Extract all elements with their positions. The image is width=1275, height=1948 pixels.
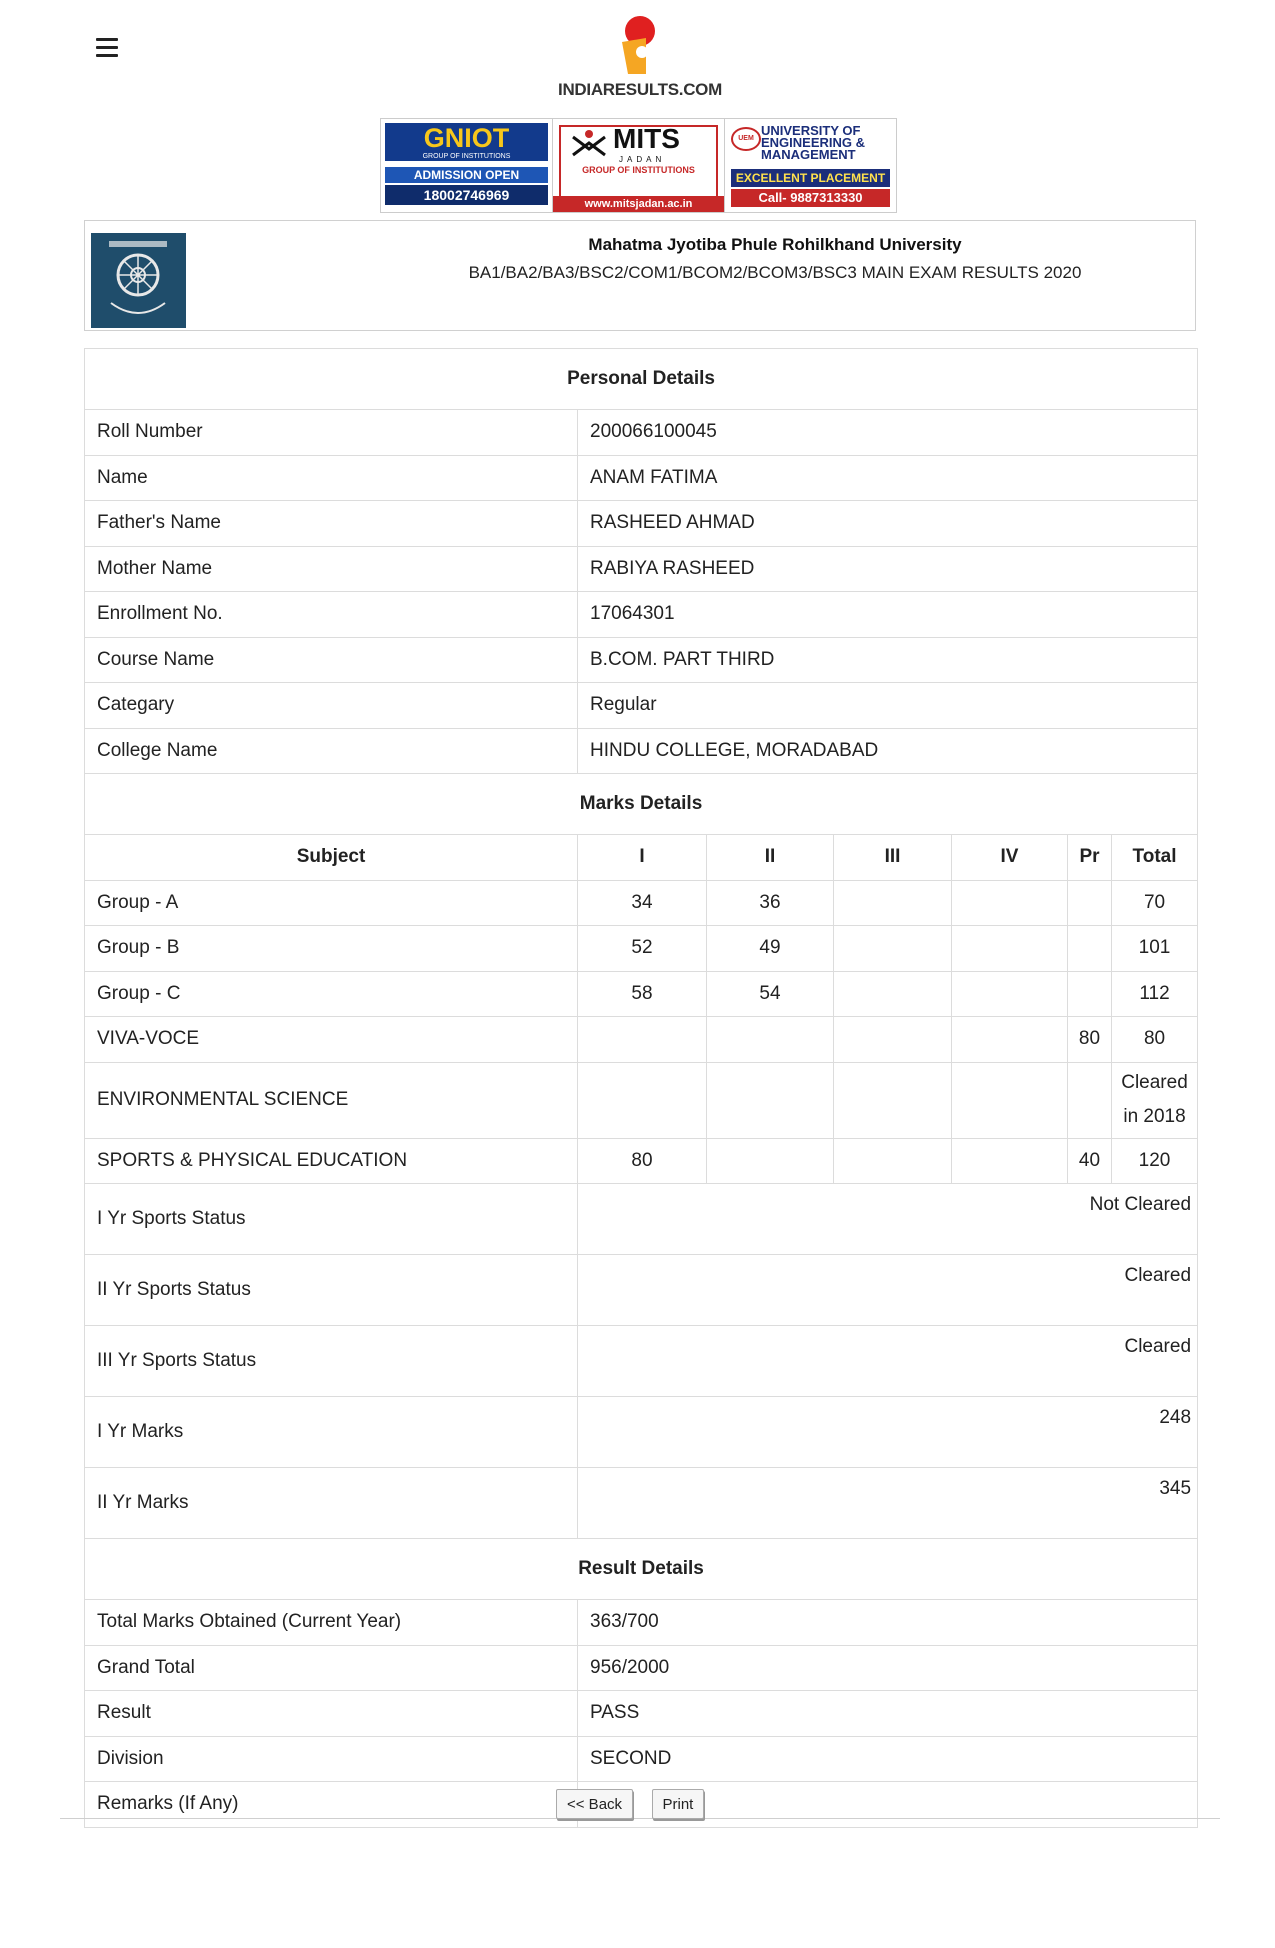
status-label: I Yr Marks [85,1397,578,1468]
total-marks-label: Total Marks Obtained (Current Year) [85,1600,578,1646]
action-buttons [556,1789,718,1819]
name-value: ANAM FATIMA [578,455,1198,501]
mark-cell-iii [834,926,952,972]
marks-details-heading: Marks Details [85,774,1198,835]
mark-cell-pr: 80 [1068,1017,1112,1063]
remarks-label: Remarks (If Any) [85,1782,578,1828]
division-label: Division [85,1736,578,1782]
mark-cell-iv [952,1138,1068,1184]
mark-cell-i [578,1062,707,1138]
name-label: Name [85,455,578,501]
table-row [85,1691,1198,1737]
mark-cell-pr [1068,926,1112,972]
mits-place: JADAN [619,155,666,164]
status-value: 345 [578,1468,1198,1539]
table-row [85,1600,1198,1646]
table-row [85,683,1198,729]
mark-cell-pr: 40 [1068,1138,1112,1184]
enrollment-label: Enrollment No. [85,592,578,638]
mark-cell-iii [834,1062,952,1138]
mark-cell-i: 52 [578,926,707,972]
mark-cell-total: 120 [1112,1138,1198,1184]
college-name-value: HINDU COLLEGE, MORADABAD [578,728,1198,774]
mark-cell-pr [1068,971,1112,1017]
mark-cell-iv [952,971,1068,1017]
course-name-label: Course Name [85,637,578,683]
grand-total-value: 956/2000 [578,1645,1198,1691]
uem-line1: UNIVERSITY OF [761,123,861,138]
subject-cell: Group - A [85,880,578,926]
mark-cell-pr [1068,1062,1112,1138]
enrollment-value: 17064301 [578,592,1198,638]
mark-cell-total: 101 [1112,926,1198,972]
uem-badge: UEM [731,127,761,151]
mark-cell-i: 34 [578,880,707,926]
logo-mark-icon [616,14,664,78]
site-wordmark: INDIARESULTS.COM [558,80,722,99]
back-button[interactable]: << Back [556,1789,633,1819]
table-row [85,455,1198,501]
col-i: I [578,835,707,881]
status-label: II Yr Marks [85,1468,578,1539]
table-row [85,1468,1198,1539]
table-row [85,410,1198,456]
mits-name: MITS [613,123,680,154]
university-header [84,220,1196,331]
table-row [85,592,1198,638]
category-label: Categary [85,683,578,729]
mark-cell-ii: 54 [707,971,834,1017]
table-row [85,728,1198,774]
status-label: III Yr Sports Status [85,1326,578,1397]
course-name-value: B.COM. PART THIRD [578,637,1198,683]
mark-cell-total: 80 [1112,1017,1198,1063]
status-value: Cleared [578,1326,1198,1397]
subject-cell: ENVIRONMENTAL SCIENCE [85,1062,578,1138]
marks-header-row [85,835,1198,881]
mark-cell-iv [952,880,1068,926]
result-details-heading: Result Details [85,1539,1198,1600]
subject-cell: SPORTS & PHYSICAL EDUCATION [85,1138,578,1184]
gniot-name: GNIOT [423,123,510,153]
category-value: Regular [578,683,1198,729]
uem-line2: ENGINEERING & [761,135,866,150]
table-row [85,1255,1198,1326]
mark-cell-i [578,1017,707,1063]
mark-cell-ii: 49 [707,926,834,972]
result-table [84,348,1198,1828]
uem-call: Call- 9887313330 [731,189,890,207]
table-row [85,926,1198,972]
col-ii: II [707,835,834,881]
table-row [85,546,1198,592]
mark-cell-iv [952,926,1068,972]
personal-details-heading: Personal Details [85,349,1198,410]
table-row [85,1397,1198,1468]
mark-cell-total: Cleared in 2018 [1112,1062,1198,1138]
table-row [85,1138,1198,1184]
status-label: II Yr Sports Status [85,1255,578,1326]
mark-cell-ii: 36 [707,880,834,926]
father-name-label: Father's Name [85,501,578,547]
table-row [85,1645,1198,1691]
table-row [85,1017,1198,1063]
mark-cell-total: 70 [1112,880,1198,926]
result-label: Result [85,1691,578,1737]
print-button[interactable]: Print [652,1789,705,1819]
result-value: PASS [578,1691,1198,1737]
mark-cell-iii [834,1138,952,1184]
status-value: Not Cleared [578,1184,1198,1255]
gniot-phone: 18002746969 [385,185,548,205]
mark-cell-i: 58 [578,971,707,1017]
mark-cell-iii [834,1017,952,1063]
roll-number-value: 200066100045 [578,410,1198,456]
col-iv: IV [952,835,1068,881]
table-row [85,1062,1198,1138]
mark-cell-iv [952,1017,1068,1063]
status-value: Cleared [578,1255,1198,1326]
mark-cell-i: 80 [578,1138,707,1184]
table-row [85,637,1198,683]
roll-number-label: Roll Number [85,410,578,456]
mits-url: www.mitsjadan.ac.in [553,196,724,212]
ad-mits[interactable] [553,119,725,212]
col-pr: Pr [1068,835,1112,881]
col-iii: III [834,835,952,881]
gniot-admission: ADMISSION OPEN [385,167,548,183]
gniot-tagline: GROUP OF INSTITUTIONS [422,153,511,160]
mark-cell-ii [707,1138,834,1184]
uem-line3: MANAGEMENT [761,147,856,162]
table-row [85,1736,1198,1782]
table-row [85,880,1198,926]
ad-gniot[interactable] [381,119,553,212]
table-row [85,971,1198,1017]
subject-cell: Group - C [85,971,578,1017]
grand-total-label: Grand Total [85,1645,578,1691]
col-total: Total [1112,835,1198,881]
college-name-label: College Name [85,728,578,774]
division-value: SECOND [578,1736,1198,1782]
mark-cell-iv [952,1062,1068,1138]
university-name: Mahatma Jyotiba Phule Rohilkhand University [588,235,962,254]
total-marks-value: 363/700 [578,1600,1198,1646]
subject-cell: Group - B [85,926,578,972]
ad-banners [380,118,897,213]
father-name-value: RASHEED AHMAD [578,501,1198,547]
table-row [85,1326,1198,1397]
exam-title: BA1/BA2/BA3/BSC2/COM1/BCOM2/BCOM3/BSC3 MAIN EXAM RESULTS 2020 [468,263,1082,282]
status-label: I Yr Sports Status [85,1184,578,1255]
mark-cell-ii [707,1062,834,1138]
table-row [85,501,1198,547]
mother-name-label: Mother Name [85,546,578,592]
ad-uem[interactable] [725,119,896,212]
status-value: 248 [578,1397,1198,1468]
mark-cell-total: 112 [1112,971,1198,1017]
subject-cell: VIVA-VOCE [85,1017,578,1063]
col-subject: Subject [85,835,578,881]
site-logo[interactable] [554,14,726,104]
uem-placement: EXCELLENT PLACEMENT [731,169,890,187]
mark-cell-ii [707,1017,834,1063]
mother-name-value: RABIYA RASHEED [578,546,1198,592]
mark-cell-pr [1068,880,1112,926]
mits-group: GROUP OF INSTITUTIONS [582,165,695,175]
mits-emblem-icon [571,129,607,159]
menu-icon[interactable] [96,38,118,58]
table-row [85,1184,1198,1255]
mark-cell-iii [834,880,952,926]
mark-cell-iii [834,971,952,1017]
